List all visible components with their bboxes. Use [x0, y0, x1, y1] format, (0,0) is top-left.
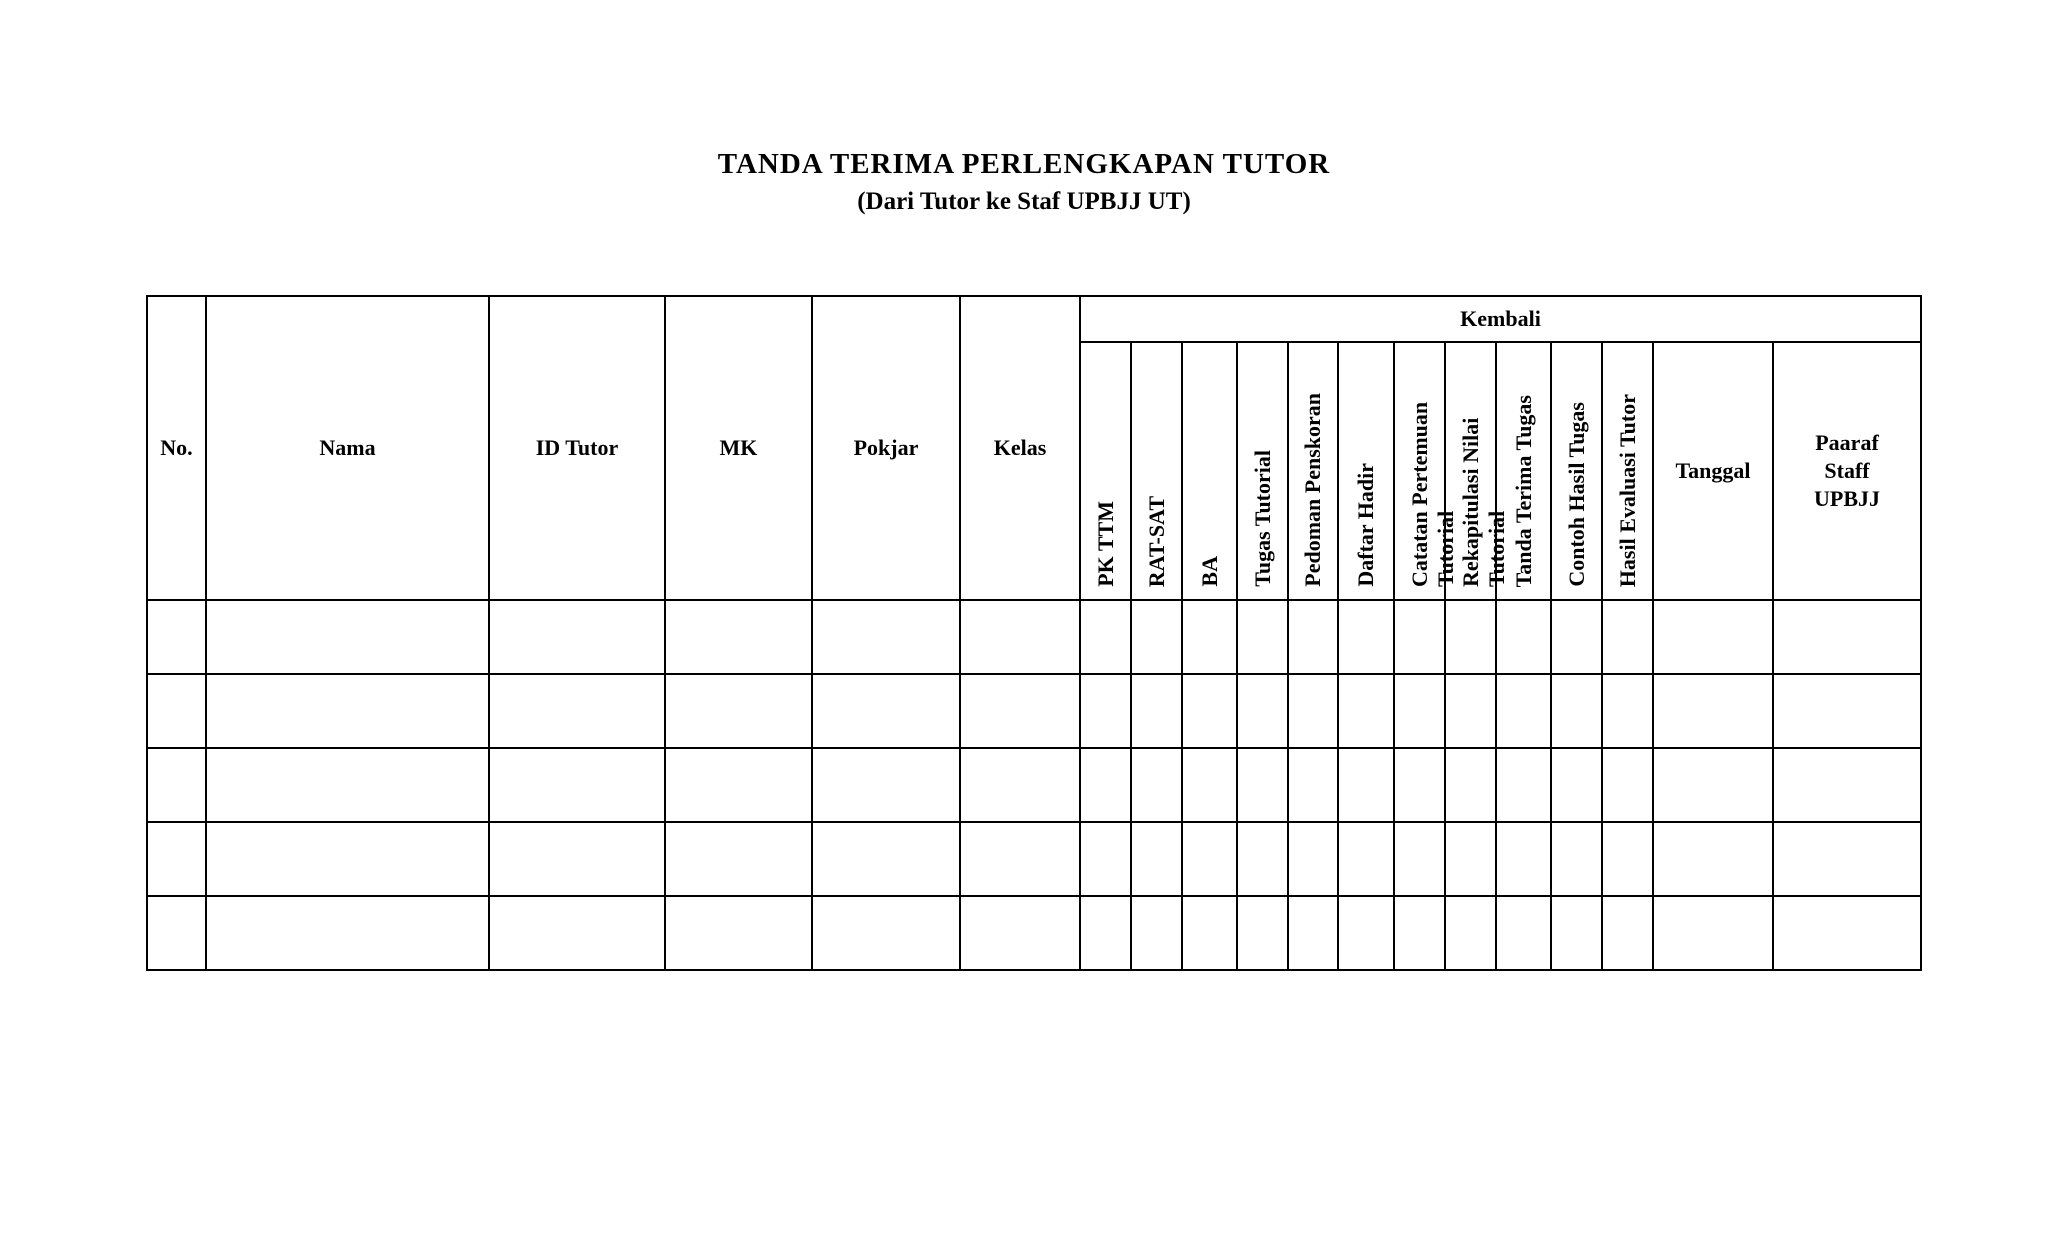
table-cell[interactable]: [1653, 674, 1773, 748]
header-rekapitulasi-nilai: [1445, 342, 1509, 600]
table-cell[interactable]: [665, 600, 812, 674]
table-cell[interactable]: [1551, 822, 1602, 896]
table-cell[interactable]: [489, 748, 665, 822]
header-contoh-hasil-tugas: [1551, 342, 1602, 600]
table-cell[interactable]: [1551, 674, 1602, 748]
table-cell[interactable]: [665, 896, 812, 970]
header-pedoman-penskoran-label: Pedoman Penskoran: [1300, 393, 1325, 587]
header-paraf-line1: Paaraf: [1815, 430, 1879, 455]
table-cell[interactable]: [665, 674, 812, 748]
header-ba: [1182, 342, 1237, 600]
table-cell[interactable]: [1131, 748, 1182, 822]
header-mk: MK: [665, 296, 812, 600]
table-cell[interactable]: [1288, 674, 1338, 748]
header-tugas-tutorial-label: Tugas Tutorial: [1249, 450, 1275, 587]
table-cell[interactable]: [1445, 674, 1496, 748]
header-catatan-pertemuan: [1394, 342, 1458, 600]
table-cell[interactable]: [812, 674, 960, 748]
table-cell[interactable]: [206, 600, 489, 674]
table-cell[interactable]: [1551, 748, 1602, 822]
table-cell[interactable]: [665, 822, 812, 896]
table-cell[interactable]: [1394, 748, 1445, 822]
table-cell[interactable]: [1080, 822, 1131, 896]
table-cell[interactable]: [1288, 748, 1338, 822]
table-cell[interactable]: [1773, 822, 1921, 896]
header-tanggal: Tanggal: [1653, 342, 1773, 600]
table-cell[interactable]: [1338, 600, 1394, 674]
table-cell[interactable]: [206, 748, 489, 822]
table-row: [147, 822, 1921, 896]
table-cell[interactable]: [1338, 748, 1394, 822]
header-pk-ttm: [1080, 342, 1131, 600]
table-cell[interactable]: [1445, 822, 1496, 896]
table-cell[interactable]: [1338, 896, 1394, 970]
table-cell[interactable]: [1182, 748, 1237, 822]
table-cell[interactable]: [1131, 600, 1182, 674]
table-cell[interactable]: [1182, 822, 1237, 896]
table-cell[interactable]: [1773, 600, 1921, 674]
header-pedoman-penskoran: [1288, 342, 1338, 600]
table-cell[interactable]: [1394, 674, 1445, 748]
table-cell[interactable]: [1394, 822, 1445, 896]
table-cell[interactable]: [960, 748, 1080, 822]
header-paraf-staff-upbjj: [1773, 342, 1921, 600]
table-cell[interactable]: [1237, 674, 1288, 748]
header-rekapitulasi-nilai-label: Rekapitulasi Nilai Tutorial: [1457, 417, 1509, 587]
header-id-tutor: ID Tutor: [489, 296, 665, 600]
table-cell[interactable]: [1182, 674, 1237, 748]
table-cell[interactable]: [1653, 896, 1773, 970]
table-cell[interactable]: [1131, 674, 1182, 748]
table-cell[interactable]: [1394, 600, 1445, 674]
table-cell[interactable]: [1496, 822, 1551, 896]
header-contoh-hasil-tugas-label: Contoh Hasil Tugas: [1563, 402, 1589, 587]
table-cell[interactable]: [1496, 896, 1551, 970]
table-cell[interactable]: [147, 822, 206, 896]
table-cell[interactable]: [1445, 600, 1496, 674]
header-rat-sat-label: RAT-SAT: [1143, 495, 1169, 587]
table-cell[interactable]: [1773, 896, 1921, 970]
table-cell[interactable]: [147, 748, 206, 822]
table-cell[interactable]: [812, 822, 960, 896]
receipt-table: [146, 295, 1922, 971]
table-cell[interactable]: [1653, 822, 1773, 896]
table-row: [147, 748, 1921, 822]
document-subtitle: (Dari Tutor ke Staf UPBJJ UT): [857, 188, 1191, 215]
table-cell[interactable]: [1551, 600, 1602, 674]
table-cell[interactable]: [1445, 896, 1496, 970]
table-cell[interactable]: [206, 674, 489, 748]
table-cell[interactable]: [1237, 896, 1288, 970]
table-cell[interactable]: [1288, 896, 1338, 970]
table-cell[interactable]: [489, 674, 665, 748]
header-hasil-evaluasi-tutor-label: Hasil Evaluasi Tutor: [1614, 393, 1640, 587]
table-cell[interactable]: [1653, 748, 1773, 822]
table-cell[interactable]: [1773, 748, 1921, 822]
header-nama: Nama: [206, 296, 489, 600]
header-pk-ttm-label: PK TTM: [1092, 501, 1118, 587]
table-cell[interactable]: [147, 674, 206, 748]
table-cell[interactable]: [1131, 896, 1182, 970]
table-cell[interactable]: [489, 822, 665, 896]
table-cell[interactable]: [1080, 896, 1131, 970]
table-cell[interactable]: [1551, 896, 1602, 970]
table-cell[interactable]: [1602, 896, 1653, 970]
table-cell[interactable]: [1237, 748, 1288, 822]
table-cell[interactable]: [1338, 822, 1394, 896]
table-cell[interactable]: [489, 600, 665, 674]
table-cell[interactable]: [812, 896, 960, 970]
table-cell[interactable]: [1394, 896, 1445, 970]
table-cell[interactable]: [665, 748, 812, 822]
table-cell[interactable]: [206, 822, 489, 896]
table-cell[interactable]: [1773, 674, 1921, 748]
table-cell[interactable]: [960, 674, 1080, 748]
table-cell[interactable]: [1080, 600, 1131, 674]
table-cell[interactable]: [1182, 600, 1237, 674]
table-row: [147, 600, 1921, 674]
table-cell[interactable]: [1237, 600, 1288, 674]
table-cell[interactable]: [1131, 822, 1182, 896]
table-cell[interactable]: [1288, 600, 1338, 674]
header-rat-sat: [1131, 342, 1182, 600]
table-cell[interactable]: [1496, 600, 1551, 674]
header-pokjar: Pokjar: [812, 296, 960, 600]
header-catatan-pertemuan-label: Catatan Pertemuan Tutorial: [1406, 401, 1458, 587]
table-row: [147, 896, 1921, 970]
table-cell[interactable]: [1288, 822, 1338, 896]
table-cell[interactable]: [1237, 822, 1288, 896]
table-cell[interactable]: [147, 896, 206, 970]
table-cell[interactable]: [1496, 748, 1551, 822]
table-body: [147, 600, 1921, 970]
table-cell[interactable]: [1602, 748, 1653, 822]
header-paraf-line2: Staff: [1824, 458, 1870, 483]
header-no: No.: [147, 296, 206, 600]
table-cell[interactable]: [1080, 674, 1131, 748]
table-cell[interactable]: [1182, 896, 1237, 970]
header-hasil-evaluasi-tutor: [1602, 342, 1653, 600]
table-cell[interactable]: [206, 896, 489, 970]
header-daftar-hadir: [1338, 342, 1394, 600]
table-cell[interactable]: [960, 600, 1080, 674]
table-cell[interactable]: [1445, 748, 1496, 822]
table-cell[interactable]: [1602, 822, 1653, 896]
table-cell[interactable]: [960, 896, 1080, 970]
table-cell[interactable]: [1602, 600, 1653, 674]
header-daftar-hadir-label: Daftar Hadir: [1353, 463, 1378, 587]
header-kembali: Kembali: [1080, 296, 1921, 342]
table-cell[interactable]: [489, 896, 665, 970]
header-tugas-tutorial: [1237, 342, 1288, 600]
header-tanda-terima-tugas-label: Tanda Terima Tugas: [1510, 394, 1536, 587]
table-cell[interactable]: [960, 822, 1080, 896]
table-cell[interactable]: [812, 748, 960, 822]
header-kelas: Kelas: [960, 296, 1080, 600]
header-tanda-terima-tugas: [1496, 342, 1551, 600]
table-cell[interactable]: [1602, 674, 1653, 748]
header-paraf-line3: UPBJJ: [1814, 486, 1880, 511]
table-cell[interactable]: [1496, 674, 1551, 748]
table-cell[interactable]: [147, 600, 206, 674]
table-cell[interactable]: [1653, 600, 1773, 674]
document-title: TANDA TERIMA PERLENGKAPAN TUTOR: [717, 148, 1331, 180]
table-cell[interactable]: [1080, 748, 1131, 822]
table-cell[interactable]: [1338, 674, 1394, 748]
table-row: [147, 674, 1921, 748]
table-cell[interactable]: [812, 600, 960, 674]
header-ba-label: BA: [1196, 556, 1222, 587]
